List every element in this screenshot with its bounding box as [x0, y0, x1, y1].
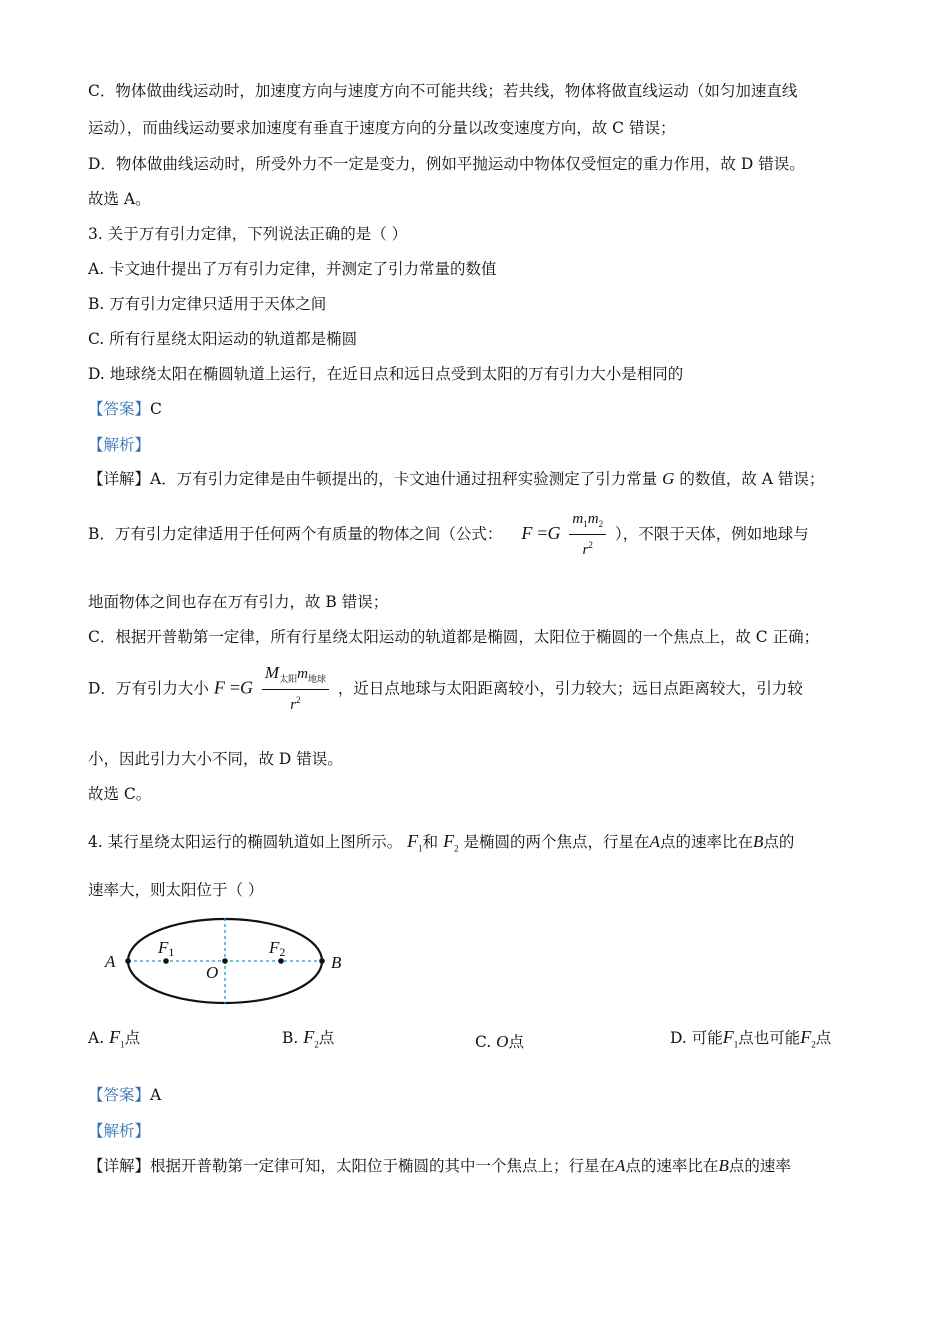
detail-d-end: ，近日点地球与太阳距离较小，引力较大；远日点距离较大，引力较	[337, 679, 803, 698]
ellipse-orbit-figure	[100, 912, 360, 1012]
f2-symbol	[443, 831, 459, 854]
sub-1: 1	[583, 519, 588, 529]
q4-detail-pre: 根据开普勒第一定律可知，太阳位于椭圆的其中一个焦点上；行星在	[150, 1157, 616, 1175]
detail-b-end: ），不限于天体，例如地球与	[615, 525, 809, 543]
q3-option-a: A. 卡文迪什提出了万有引力定律，并测定了引力常量的数值	[88, 260, 497, 278]
q3-conclusion: 故选 C。	[88, 785, 152, 803]
formula2-fraction	[262, 664, 329, 715]
q4-detail-b: B	[718, 1156, 729, 1175]
detail-b-text: B．万有引力定律适用于任何两个有质量的物体之间（公式：	[88, 525, 503, 543]
q3-detail-a	[88, 469, 824, 489]
option-b-f2	[303, 1027, 319, 1050]
explanation-c-line1: C．物体做曲线运动时，加速度方向与速度方向不可能共线；若共线，物体将做直线运动（如匀加速直线	[88, 82, 798, 100]
q4-stem-line2: 速率大，则太阳位于（ ）	[88, 881, 264, 899]
formula2-eq: =	[229, 677, 240, 698]
q3-option-d: D. 地球绕太阳在椭圆轨道上运行，在近日点和远日点受到太阳的万有引力大小是相同的	[88, 365, 684, 383]
f1-letter: F	[407, 831, 419, 851]
point-a: A	[649, 832, 660, 851]
focus-f1-dot	[163, 958, 169, 964]
m1: m	[572, 511, 584, 527]
answer-value: C	[150, 400, 162, 418]
point-b: B	[752, 832, 764, 851]
formula-f: F	[521, 523, 533, 543]
label-f2: F2	[269, 938, 286, 959]
option-c-prefix: C.	[475, 1033, 492, 1051]
opt-d-sub1: 1	[733, 1039, 739, 1050]
q4-stem-post: 点的	[763, 833, 795, 851]
small-m: m	[297, 666, 308, 682]
option-a-suffix: 点	[124, 1029, 141, 1047]
formula2-g: G	[239, 677, 253, 698]
point-b-dot	[319, 958, 325, 964]
f1-sub: 1	[418, 843, 423, 854]
opt-d-f1: F	[722, 1027, 734, 1047]
m2: m	[587, 511, 599, 527]
q3-option-b: B. 万有引力定律只适用于天体之间	[88, 295, 327, 313]
q4-answer-tag: 【答案】	[88, 1086, 151, 1104]
option-b-prefix: B.	[282, 1029, 299, 1047]
sup2-2: 2	[296, 695, 301, 705]
f2-sub: 2	[454, 843, 459, 854]
detail-a-end: 的数值，故 A 错误；	[679, 470, 825, 488]
q3-option-c: C. 所有行星绕太阳运动的轨道都是椭圆	[88, 330, 358, 348]
q4-detail-a: A	[615, 1156, 626, 1175]
formula-fraction	[569, 510, 606, 560]
sub-earth: 地球	[307, 674, 326, 684]
q3-detail-d-line2: 小，因此引力大小不同，故 D 错误。	[88, 750, 343, 768]
q4-detail-post: 点的速率	[728, 1157, 791, 1175]
option-d-prefix: D. 可能	[670, 1029, 723, 1047]
q3-detail-b-line2: 地面物体之间也存在万有引力，故 B 错误；	[88, 593, 389, 611]
q3-detail-d	[88, 664, 803, 715]
r: r	[582, 542, 589, 558]
answer-tag: 【答案】	[88, 400, 151, 418]
option-a-f1	[109, 1027, 125, 1050]
sub-sun: 太阳	[279, 674, 298, 684]
option-c-suffix: 点	[508, 1033, 524, 1051]
option-d-suffix: 点	[815, 1029, 832, 1047]
formula-eq: =	[537, 523, 548, 543]
q3-detail-c: C．根据开普勒第一定律，所有行星绕太阳运动的轨道都是椭圆，太阳位于椭圆的一个焦点上，故 C 正确；	[88, 628, 820, 646]
q4-option-b	[282, 1025, 334, 1057]
q4-option-c	[475, 1030, 524, 1054]
explanation-d-line: D．物体做曲线运动时，所受外力不一定是变力，例如平抛运动中物体仅受恒定的重力作用，故 D 错误。	[88, 155, 805, 173]
opt-b-sub: 2	[314, 1039, 319, 1050]
q4-analysis-tag: 【解析】	[88, 1122, 151, 1140]
explanation-c-line2: 运动），而曲线运动要求加速度有垂直于速度方向的分量以改变速度方向，故 C 错误；	[88, 119, 676, 137]
sup-2: 2	[588, 540, 593, 550]
q4-stem	[88, 822, 794, 868]
formula2-f: F	[213, 677, 225, 698]
q4-detail-mid: 点的速率比在	[625, 1157, 719, 1175]
sub-2: 2	[598, 519, 604, 529]
label-o: O	[206, 963, 219, 982]
q4-stem-pre: 4. 某行星绕太阳运行的椭圆轨道如上图所示。	[88, 833, 403, 851]
option-b-suffix: 点	[318, 1029, 335, 1047]
q4-stem-mid: 是椭圆的两个焦点，行星在	[463, 833, 650, 851]
focus-f2-dot	[278, 958, 284, 964]
f2-letter: F	[443, 831, 455, 851]
q3-answer	[88, 399, 162, 419]
q4-option-d	[670, 1025, 831, 1057]
q4-answer-value: A	[150, 1086, 162, 1104]
point-a-dot	[125, 958, 131, 964]
conclusion-a: 故选 A。	[88, 190, 151, 208]
detail-d-text: D．万有引力大小	[88, 679, 209, 698]
q4-answer	[88, 1085, 161, 1105]
label-f1: F1	[158, 938, 175, 959]
q3-detail-b	[88, 510, 809, 560]
center-o-dot	[222, 958, 228, 964]
opt-d-sub2: 2	[811, 1039, 816, 1050]
formula-g: G	[547, 523, 561, 543]
option-c-o: O	[496, 1032, 509, 1051]
option-d-f2	[800, 1027, 816, 1050]
opt-d-f2: F	[800, 1027, 812, 1047]
constant-g: G	[662, 469, 675, 488]
opt-b-f: F	[303, 1027, 315, 1047]
capital-m: M	[264, 663, 280, 682]
q4-detail	[88, 1156, 791, 1176]
label-b: B	[331, 953, 342, 972]
q4-detail-tag: 【详解】	[88, 1157, 151, 1175]
opt-a-sub: 1	[120, 1039, 125, 1050]
q4-stem-mid2: 点的速率比在	[659, 833, 753, 851]
q3-stem: 3. 关于万有引力定律，下列说法正确的是（ ）	[88, 225, 408, 243]
q3-analysis-tag: 【解析】	[88, 436, 151, 454]
r2: r	[290, 697, 297, 713]
option-d-f1	[722, 1027, 739, 1050]
detail-a-text: A．万有引力定律是由牛顿提出的，卡文迪什通过扭秤实验测定了引力常量	[150, 470, 658, 488]
q4-and: 和	[422, 833, 439, 851]
label-a: A	[105, 952, 116, 971]
option-d-mid: 点也可能	[738, 1029, 801, 1047]
option-a-prefix: A.	[88, 1029, 105, 1047]
f1-symbol	[407, 831, 423, 854]
detail-tag: 【详解】	[88, 470, 151, 488]
q4-option-a	[88, 1025, 140, 1057]
opt-a-f: F	[109, 1027, 121, 1047]
